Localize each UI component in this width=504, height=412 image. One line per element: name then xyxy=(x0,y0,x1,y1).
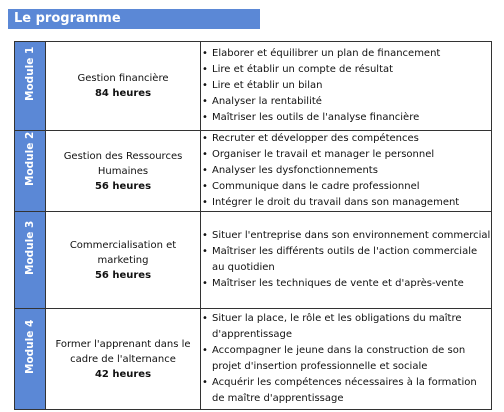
module-label: Module 1 xyxy=(24,46,36,101)
list-item: • Maîtriser les différents outils de l'action commerciale au quotidien xyxy=(201,244,491,276)
list-item: • Lire et établir un bilan xyxy=(201,78,491,94)
module-name-cell xyxy=(46,212,201,309)
module-row xyxy=(15,309,492,410)
module-items-cell xyxy=(201,212,492,309)
module-name-cell xyxy=(46,42,201,131)
list-item: • Intégrer le droit du travail dans son management xyxy=(201,195,491,211)
module-name: Gestion des Ressources Humaines xyxy=(63,150,183,177)
module-items-cell xyxy=(201,131,492,212)
list-item: • Maîtriser les outils de l'analyse financière xyxy=(201,110,491,126)
module-label: Module 3 xyxy=(24,220,36,275)
programme-table xyxy=(14,41,492,410)
module-items xyxy=(201,46,491,126)
module-items-cell xyxy=(201,309,492,410)
module-hours: 56 heures xyxy=(94,180,152,192)
module-label: Module 2 xyxy=(24,131,36,186)
module-name: Gestion financière xyxy=(77,73,169,84)
module-items xyxy=(201,311,491,407)
list-item: • Situer la place, le rôle et les obligations du maître d'apprentissage xyxy=(201,311,491,343)
module-cell xyxy=(15,309,46,410)
module-hours: 42 heures xyxy=(94,368,152,380)
list-item: • Acquérir les compétences nécessaires à la formation de maître d'apprentissage xyxy=(201,375,491,407)
list-item: • Elaborer et équilibrer un plan de financement xyxy=(201,46,491,62)
module-cell xyxy=(15,42,46,131)
module-hours: 84 heures xyxy=(94,88,152,99)
module-name: Commercialisation et marketing xyxy=(69,239,177,266)
module-items-cell xyxy=(201,42,492,131)
module-row xyxy=(15,212,492,309)
list-item: • Organiser le travail et manager le personnel xyxy=(201,147,491,163)
list-item: • Recruter et développer des compétences xyxy=(201,131,491,147)
module-name-cell xyxy=(46,309,201,410)
module-cell xyxy=(15,212,46,309)
module-row xyxy=(15,42,492,131)
list-item: • Lire et établir un compte de résultat xyxy=(201,62,491,78)
list-item: • Accompagner le jeune dans la construction de son projet d'insertion professionnelle et sociale xyxy=(201,343,491,375)
list-item: • Situer l'entreprise dans son environnement commercial xyxy=(201,228,491,244)
list-item: • Analyser la rentabilité xyxy=(201,94,491,110)
module-items xyxy=(201,228,491,292)
list-item: • Analyser les dysfonctionnements xyxy=(201,163,491,179)
module-name-cell xyxy=(46,131,201,212)
module-cell xyxy=(15,131,46,212)
list-item: • Communique dans le cadre professionnel xyxy=(201,179,491,195)
section-title: Le programme xyxy=(8,9,260,29)
module-name: Former l'apprenant dans le cadre de l'alternance xyxy=(55,338,191,365)
list-item: • Maîtriser les techniques de vente et d'après-vente xyxy=(201,276,491,292)
module-items xyxy=(201,131,491,211)
module-row xyxy=(15,131,492,212)
module-hours: 56 heures xyxy=(94,269,152,281)
module-label: Module 4 xyxy=(24,319,36,374)
